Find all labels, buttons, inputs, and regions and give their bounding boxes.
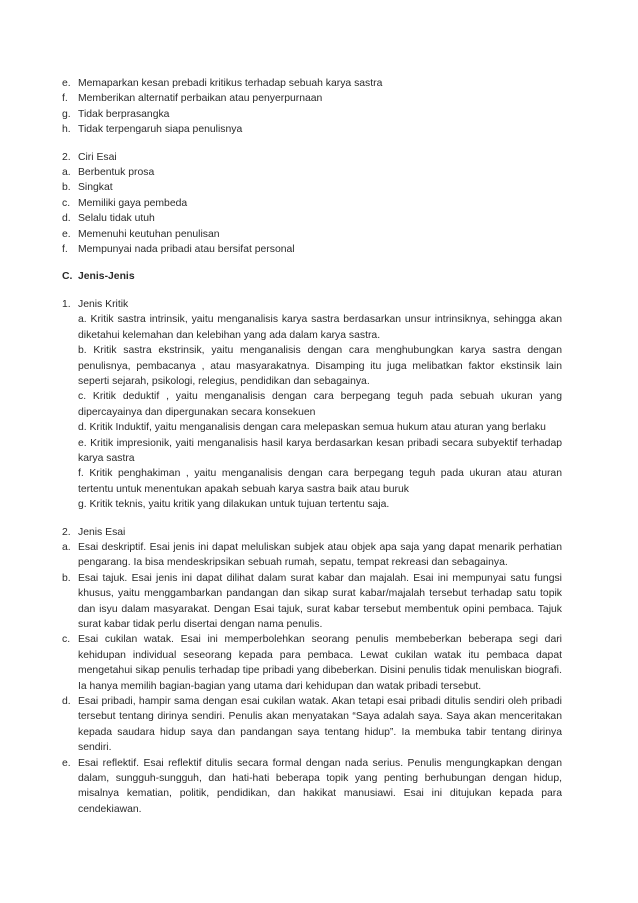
list-text: Esai cukilan watak. Esai ini memperbolehkan seorang penulis membeberkan beberapa segi dari kehidupan individual seseorang kepada para pembaca. Lewat cukilan watak itu pembaca dapat mengetahui sikap penulis terhadap tipe pribadi yang dibeberkan. Disini penulis tidak menuliskan biografi. Ia hanya memilih bagian-bagian yang utama dari kehidupan dan watak pribadi tersebut. xyxy=(78,634,562,692)
list-marker: c. xyxy=(62,197,71,209)
heading-text: Jenis Kritik xyxy=(78,298,129,310)
list-item xyxy=(62,180,562,195)
list-marker: g. xyxy=(62,108,71,120)
list-item xyxy=(62,756,562,818)
document-page xyxy=(62,76,562,817)
list-text: Memiliki gaya pembeda xyxy=(78,197,188,209)
list-item xyxy=(62,227,562,242)
section-marker: C. xyxy=(62,271,73,283)
list-item xyxy=(62,694,562,756)
list-marker: f. xyxy=(62,93,68,105)
list-item xyxy=(62,196,562,211)
heading-marker: 2. xyxy=(62,151,71,163)
list-marker: d. xyxy=(62,696,71,708)
section-heading xyxy=(62,525,562,540)
list-item xyxy=(62,91,562,106)
jenis-kritik-section xyxy=(62,297,562,513)
list-marker: b. xyxy=(62,182,71,194)
list-item: e. Kritik impresionik, yaiti menganalisis hasil karya berdasarkan kesan pribadi secara subyektif terhadap karya sastra xyxy=(78,437,562,464)
list-text: Esai tajuk. Esai jenis ini dapat dilihat dalam surat kabar dan majalah. Esai ini mempunyai satu fungsi khusus, yaitu menggambarkan pandangan dan sikap surat kabar/majalah tersebut terhadap satu topik dan isyu dalam masyarakat. Dengan Esai tajuk, surat kabar tersebut membentuk opini pembaca. Tajuk surat kabar tidak perlu disertai dengan nama penulis. xyxy=(78,572,562,630)
list-item xyxy=(62,242,562,257)
list-text: Berbentuk prosa xyxy=(78,167,155,179)
list-text: Esai pribadi, hampir sama dengan esai cukilan watak. Akan tetapi esai pribadi ditulis sendiri oleh pribadi tersebut tentang dirinya sendiri. Penulis akan menyatakan “Saya adalah saya. Saya akan menceritakan kepada saudara hidup saya dan pandangan saya tentang hidup”. Ia membuka tabir tentang dirinya sendiri. xyxy=(78,696,562,754)
list-text: Memenuhi keutuhan penulisan xyxy=(78,228,220,240)
tujuan-list xyxy=(62,76,562,138)
list-marker: e. xyxy=(62,228,71,240)
list-item xyxy=(62,165,562,180)
list-text: Memaparkan kesan prebadi kritikus terhadap sebuah karya sastra xyxy=(78,78,383,89)
list-item: b. Kritik sastra ekstrinsik, yaitu menganalisis dengan cara menghubungkan karya sastra dengan penulisnya, pembacanya , atau masyarakatnya. Disamping itu juga melibatkan faktor ekstinsik lain seperti sejarah, psikologi, relegius, pendidikan dan sebagainya. xyxy=(78,345,562,387)
list-marker: e. xyxy=(62,78,71,89)
list-marker: b. xyxy=(62,572,71,584)
list-item: g. Kritik teknis, yaitu kritik yang dilakukan untuk tujuan tertentu saja. xyxy=(78,499,390,511)
list-item xyxy=(62,571,562,633)
list-item xyxy=(62,540,562,571)
kritik-list xyxy=(62,312,562,512)
ciri-esai-section xyxy=(62,150,562,258)
list-marker: a. xyxy=(62,541,71,553)
list-item: c. Kritik deduktif , yaitu menganalisis dengan cara berpegang teguh pada sebuah ukuran yang dipercayainya dan dipergunakan secara konsekuen xyxy=(78,391,562,418)
list-text: Memberikan alternatif perbaikan atau penyerpurnaan xyxy=(78,93,323,105)
list-item: f. Kritik penghakiman , yaitu menganalisis dengan cara berpegang teguh pada ukuran atau aturan tertentu untuk menentukan apakah sebuah karya sastra baik atau buruk xyxy=(78,468,562,495)
list-item xyxy=(62,632,562,694)
heading-marker: 2. xyxy=(62,526,71,538)
list-item xyxy=(62,107,562,122)
list-marker: a. xyxy=(62,167,71,179)
list-text: Mempunyai nada pribadi atau bersifat personal xyxy=(78,244,295,256)
list-text: Tidak terpengaruh siapa penulisnya xyxy=(78,124,243,136)
list-item: a. Kritik sastra intrinsik, yaitu menganalisis karya sastra berdasarkan unsur intrinsiknya, sehingga akan diketahui kelemahan dan kelebihan yang ada dalam karya sastra. xyxy=(78,314,562,341)
list-marker: d. xyxy=(62,213,71,225)
list-item: d. Kritik Induktif, yaitu menganalisis dengan cara melepaskan semua hukum atau aturan yang berlaku xyxy=(78,422,546,434)
list-item xyxy=(62,122,562,137)
list-item xyxy=(62,211,562,226)
section-heading xyxy=(62,150,562,165)
list-text: Selalu tidak utuh xyxy=(78,213,155,225)
section-heading xyxy=(62,297,562,312)
jenis-esai-section xyxy=(62,525,562,818)
list-marker: f. xyxy=(62,244,68,256)
list-marker: e. xyxy=(62,757,71,769)
heading-text: Jenis Esai xyxy=(78,526,126,538)
section-c-heading xyxy=(62,269,562,284)
list-marker: h. xyxy=(62,124,71,136)
heading-text: Ciri Esai xyxy=(78,151,117,163)
heading-marker: 1. xyxy=(62,298,71,310)
list-item xyxy=(62,76,562,91)
list-marker: c. xyxy=(62,634,71,646)
list-text: Singkat xyxy=(78,182,113,194)
list-text: Esai deskriptif. Esai jenis ini dapat meluliskan subjek atau objek apa saja yang dapat menarik perhatian pengarang. Ia bisa mendeskripsikan sebuah rumah, sepatu, tempat rekreasi dan sebagainya. xyxy=(78,541,562,569)
list-text: Tidak berprasangka xyxy=(78,108,170,120)
list-text: Esai reflektif. Esai reflektif ditulis secara formal dengan nada serius. Penulis mengungkapkan dengan dalam, sungguh-sungguh, dan hati-hati beberapa topik yang penting berhubungan dengan hidup, misalnya kematian, politik, pendidikan, dan hakikat manusiawi. Esai ini ditujukan kepada para cendekiawan. xyxy=(78,757,562,815)
section-title: Jenis-Jenis xyxy=(78,271,135,283)
